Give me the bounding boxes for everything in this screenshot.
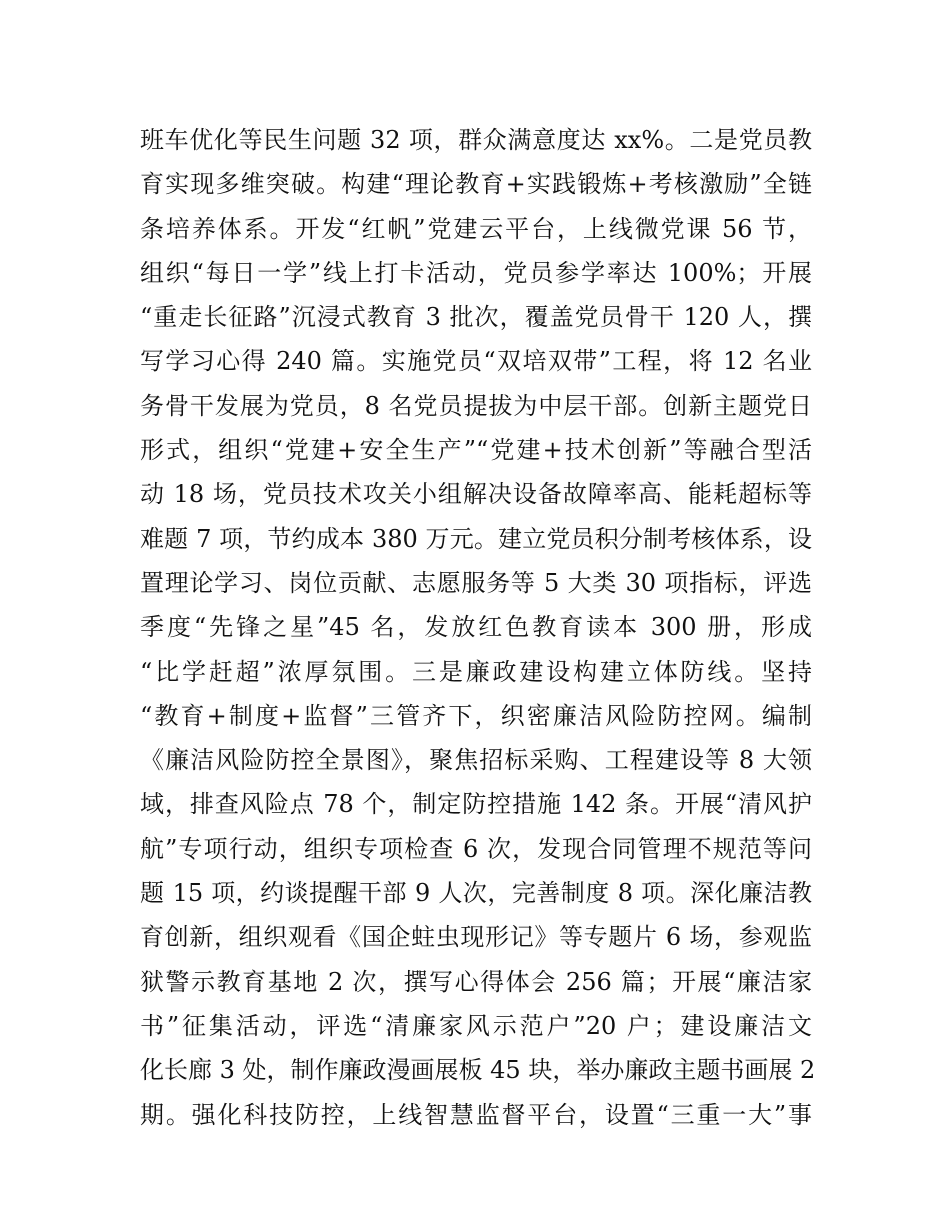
text-line-11: 置理论学习、岗位贡献、志愿服务等 5 大类 30 项指标，评选: [140, 568, 812, 597]
text-line-6: 写学习心得 240 篇。实施党员“双培双带”工程，将 12 名业: [140, 347, 812, 376]
text-line-1: 班车优化等民生问题 32 项，群众满意度达 xx%。二是党员教: [140, 126, 812, 154]
text-line-8: 形式，组织“党建+安全生产”“党建+技术创新”等融合型活: [140, 436, 812, 465]
text-line-22: 化长廊 3 处，制作廉政漫画展板 45 块，举办廉政主题书画展 2: [140, 1056, 816, 1085]
text-line-3: 条培养体系。开发“红帆”党建云平台，上线微党课 56 节，: [140, 214, 812, 243]
text-line-16: 域，排查风险点 78 个，制定防控措施 142 条。开展“清风护: [140, 790, 812, 819]
text-line-4: 组织“每日一学”线上打卡活动，党员参学率达 100%；开展: [140, 258, 812, 287]
body-paragraph: [140, 118, 816, 1137]
text-line-15: 《廉洁风险防控全景图》，聚焦招标采购、工程建设等 8 大领: [140, 746, 812, 775]
text-line-5: “重走长征路”沉浸式教育 3 批次，覆盖党员骨干 120 人，撰: [140, 303, 812, 332]
text-line-23: 期。强化科技防控，上线智慧监督平台，设置“三重一大”事: [140, 1100, 812, 1129]
text-line-20: 狱警示教育基地 2 次，撰写心得体会 256 篇；开展“廉洁家: [140, 967, 812, 996]
text-line-17: 航”专项行动，组织专项检查 6 次，发现合同管理不规范等问: [140, 834, 812, 863]
text-line-12: 季度“先锋之星”45 名，发放红色教育读本 300 册，形成: [140, 613, 812, 642]
text-line-7: 务骨干发展为党员，8 名党员提拔为中层干部。创新主题党日: [140, 391, 812, 420]
text-line-19: 育创新，组织观看《国企蛀虫现形记》等专题片 6 场，参观监: [140, 923, 812, 952]
text-line-2: 育实现多维突破。构建“理论教育+实践锻炼+考核激励”全链: [140, 170, 812, 199]
text-line-13: “比学赶超”浓厚氛围。三是廉政建设构建立体防线。坚持: [140, 657, 812, 686]
text-line-18: 题 15 项，约谈提醒干部 9 人次，完善制度 8 项。深化廉洁教: [140, 879, 812, 908]
text-line-21: 书”征集活动，评选“清廉家风示范户”20 户；建设廉洁文: [140, 1011, 812, 1040]
text-line-14: “教育+制度+监督”三管齐下，织密廉洁风险防控网。编制: [140, 701, 812, 730]
text-line-10: 难题 7 项，节约成本 380 万元。建立党员积分制考核体系，设: [140, 524, 812, 553]
text-line-9: 动 18 场，党员技术攻关小组解决设备故障率高、能耗超标等: [140, 480, 812, 509]
